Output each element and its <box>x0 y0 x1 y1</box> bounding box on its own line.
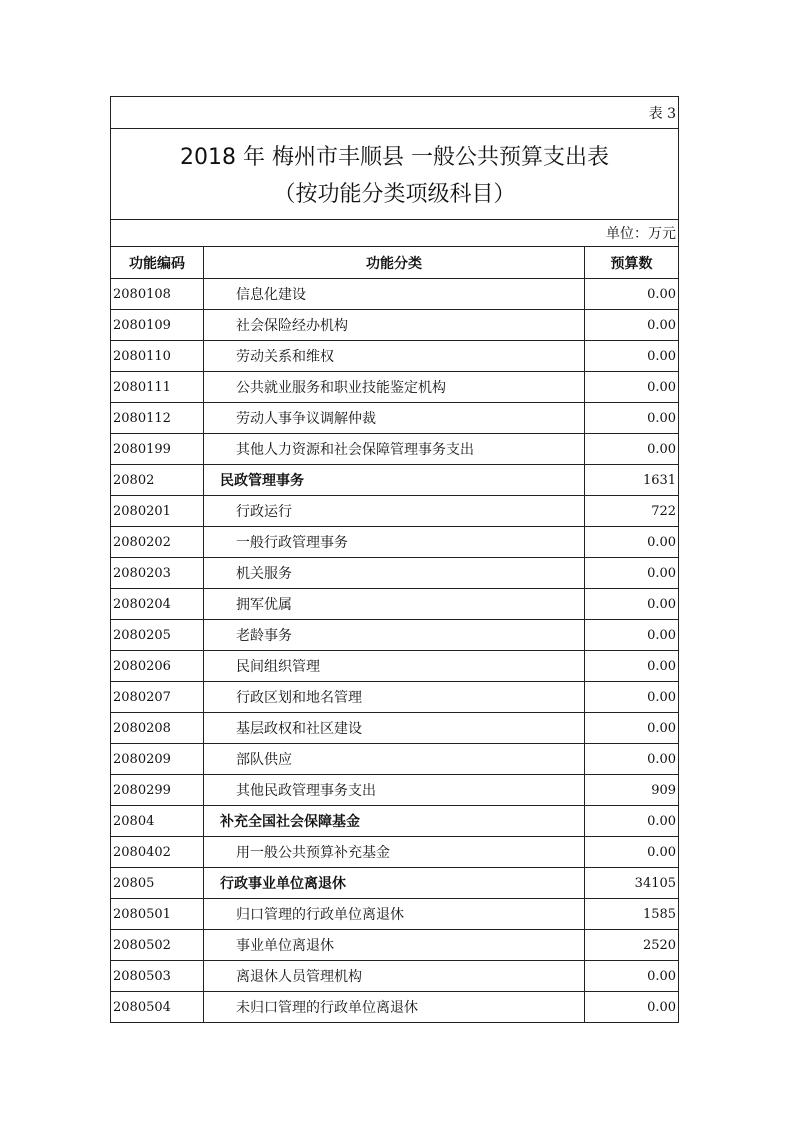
budget-sheet <box>110 96 678 1023</box>
row-code: 2080207 <box>111 682 204 713</box>
row-code: 2080199 <box>111 434 204 465</box>
row-name: 用一般公共预算补充基金 <box>204 837 585 868</box>
row-code: 2080299 <box>111 775 204 806</box>
row-amount: 0.00 <box>585 341 679 372</box>
row-code: 2080202 <box>111 527 204 558</box>
row-name: 行政事业单位离退休 <box>204 868 585 899</box>
row-code: 20805 <box>111 868 204 899</box>
row-amount: 0.00 <box>585 558 679 589</box>
row-amount: 0.00 <box>585 434 679 465</box>
row-code: 2080503 <box>111 961 204 992</box>
row-code: 2080205 <box>111 620 204 651</box>
row-name: 民间组织管理 <box>204 651 585 682</box>
row-code: 2080209 <box>111 744 204 775</box>
row-code: 2080501 <box>111 899 204 930</box>
row-name: 离退休人员管理机构 <box>204 961 585 992</box>
title-row <box>111 129 679 220</box>
row-amount: 0.00 <box>585 992 679 1023</box>
table-row <box>111 527 679 558</box>
row-code: 20804 <box>111 806 204 837</box>
row-amount: 0.00 <box>585 961 679 992</box>
row-name: 民政管理事务 <box>204 465 585 496</box>
row-code: 2080109 <box>111 310 204 341</box>
unit-label: 单位：万元 <box>111 220 679 247</box>
row-name: 社会保险经办机构 <box>204 310 585 341</box>
unit-row <box>111 220 679 247</box>
table-row <box>111 558 679 589</box>
row-amount: 0.00 <box>585 744 679 775</box>
header-amount: 预算数 <box>585 247 679 279</box>
header-name: 功能分类 <box>204 247 585 279</box>
table-row <box>111 589 679 620</box>
table-row <box>111 930 679 961</box>
row-code: 2080504 <box>111 992 204 1023</box>
row-name: 部队供应 <box>204 744 585 775</box>
row-code: 20802 <box>111 465 204 496</box>
row-amount: 0.00 <box>585 527 679 558</box>
row-code: 2080112 <box>111 403 204 434</box>
table-row <box>111 961 679 992</box>
table-row <box>111 279 679 310</box>
row-amount: 0.00 <box>585 620 679 651</box>
table-row <box>111 713 679 744</box>
row-code: 2080204 <box>111 589 204 620</box>
table-row <box>111 310 679 341</box>
row-code: 2080402 <box>111 837 204 868</box>
page-title <box>111 129 679 220</box>
row-amount: 2520 <box>585 930 679 961</box>
row-amount: 1585 <box>585 899 679 930</box>
table-row <box>111 620 679 651</box>
header-row <box>111 247 679 279</box>
row-code: 2080111 <box>111 372 204 403</box>
row-amount: 1631 <box>585 465 679 496</box>
row-code: 2080502 <box>111 930 204 961</box>
budget-table <box>110 96 679 1023</box>
row-amount: 0.00 <box>585 837 679 868</box>
row-name: 老龄事务 <box>204 620 585 651</box>
row-amount: 0.00 <box>585 403 679 434</box>
table-row <box>111 744 679 775</box>
row-amount: 0.00 <box>585 372 679 403</box>
row-name: 其他人力资源和社会保障管理事务支出 <box>204 434 585 465</box>
row-name: 归口管理的行政单位离退休 <box>204 899 585 930</box>
row-amount: 0.00 <box>585 806 679 837</box>
row-code: 2080201 <box>111 496 204 527</box>
row-code: 2080208 <box>111 713 204 744</box>
row-name: 其他民政管理事务支出 <box>204 775 585 806</box>
table-row <box>111 837 679 868</box>
row-amount: 722 <box>585 496 679 527</box>
table-row <box>111 682 679 713</box>
row-name: 机关服务 <box>204 558 585 589</box>
row-code: 2080203 <box>111 558 204 589</box>
row-amount: 0.00 <box>585 279 679 310</box>
row-code: 2080110 <box>111 341 204 372</box>
row-name: 劳动人事争议调解仲裁 <box>204 403 585 434</box>
table-row <box>111 868 679 899</box>
row-name: 一般行政管理事务 <box>204 527 585 558</box>
table-row <box>111 434 679 465</box>
table-number-row <box>111 97 679 129</box>
row-name: 事业单位离退休 <box>204 930 585 961</box>
table-row <box>111 806 679 837</box>
row-name: 行政区划和地名管理 <box>204 682 585 713</box>
row-name: 补充全国社会保障基金 <box>204 806 585 837</box>
row-name: 劳动关系和维权 <box>204 341 585 372</box>
table-row <box>111 403 679 434</box>
table-row <box>111 992 679 1023</box>
table-number: 表 3 <box>111 97 679 129</box>
title-line-2: （按功能分类项级科目） <box>273 182 516 207</box>
table-row <box>111 775 679 806</box>
table-row <box>111 465 679 496</box>
table-row <box>111 372 679 403</box>
table-row <box>111 496 679 527</box>
row-amount: 0.00 <box>585 589 679 620</box>
row-code: 2080108 <box>111 279 204 310</box>
row-amount: 0.00 <box>585 651 679 682</box>
row-name: 拥军优属 <box>204 589 585 620</box>
table-row <box>111 899 679 930</box>
table-row <box>111 651 679 682</box>
row-name: 未归口管理的行政单位离退休 <box>204 992 585 1023</box>
row-name: 行政运行 <box>204 496 585 527</box>
row-name: 公共就业服务和职业技能鉴定机构 <box>204 372 585 403</box>
row-amount: 0.00 <box>585 310 679 341</box>
row-amount: 909 <box>585 775 679 806</box>
title-line-1: 2018 年 梅州市丰顺县 一般公共预算支出表 <box>180 145 609 170</box>
row-name: 信息化建设 <box>204 279 585 310</box>
row-amount: 0.00 <box>585 682 679 713</box>
row-code: 2080206 <box>111 651 204 682</box>
row-amount: 0.00 <box>585 713 679 744</box>
row-name: 基层政权和社区建设 <box>204 713 585 744</box>
table-row <box>111 341 679 372</box>
header-code: 功能编码 <box>111 247 204 279</box>
row-amount: 34105 <box>585 868 679 899</box>
